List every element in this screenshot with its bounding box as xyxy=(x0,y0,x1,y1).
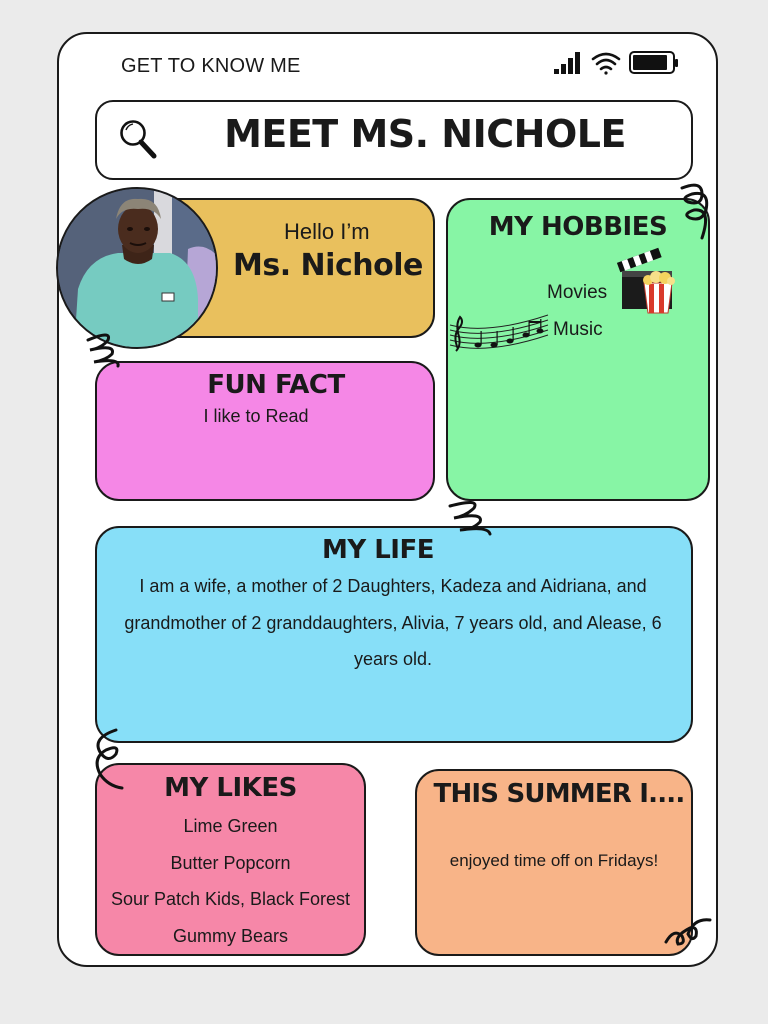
hobby-item: Music xyxy=(553,319,603,340)
avatar xyxy=(56,187,218,349)
squiggle-decoration xyxy=(444,498,496,540)
squiggle-decoration xyxy=(86,724,130,794)
squiggle-decoration xyxy=(660,906,718,964)
hello-name: Ms. Nichole xyxy=(233,248,423,283)
summer-title: THIS SUMMER I.... xyxy=(433,779,685,809)
music-notes-icon xyxy=(448,305,551,355)
battery-icon xyxy=(630,52,678,73)
my-life-title: MY LIFE xyxy=(321,535,434,565)
my-likes-title: MY LIKES xyxy=(164,773,297,803)
likes-item: Butter Popcorn xyxy=(170,852,291,873)
page-title: MEET MS. NICHOLE xyxy=(224,112,626,156)
likes-item: Sour Patch Kids, Black Forest xyxy=(110,889,351,909)
my-likes-list xyxy=(95,808,366,954)
fun-fact-title: FUN FACT xyxy=(207,370,345,400)
hobbies-title: MY HOBBIES xyxy=(488,212,668,242)
hello-label: Hello I’m xyxy=(284,219,370,244)
squiggle-decoration xyxy=(672,180,714,246)
status-bar-title: GET TO KNOW ME xyxy=(121,55,301,77)
hobby-item: Movies xyxy=(547,282,608,303)
signal-icon xyxy=(554,52,580,74)
status-icons xyxy=(554,50,680,76)
wifi-icon xyxy=(593,54,619,75)
clapperboard-popcorn-icon xyxy=(614,243,682,315)
avatar-portrait xyxy=(58,189,218,349)
fun-fact-text: I like to Read xyxy=(203,406,309,426)
my-life-text: I am a wife, a mother of 2 Daughters, Kadeza and Aidriana, and grandmother of 2 granddaughters, Alivia, 7 years old, and Alease, 6 years old. xyxy=(124,576,662,669)
summer-text: enjoyed time off on Fridays! xyxy=(449,851,659,870)
likes-item: Gummy Bears xyxy=(172,925,289,946)
likes-item: Lime Green xyxy=(183,816,278,836)
squiggle-decoration xyxy=(82,330,130,374)
search-icon xyxy=(118,118,158,162)
